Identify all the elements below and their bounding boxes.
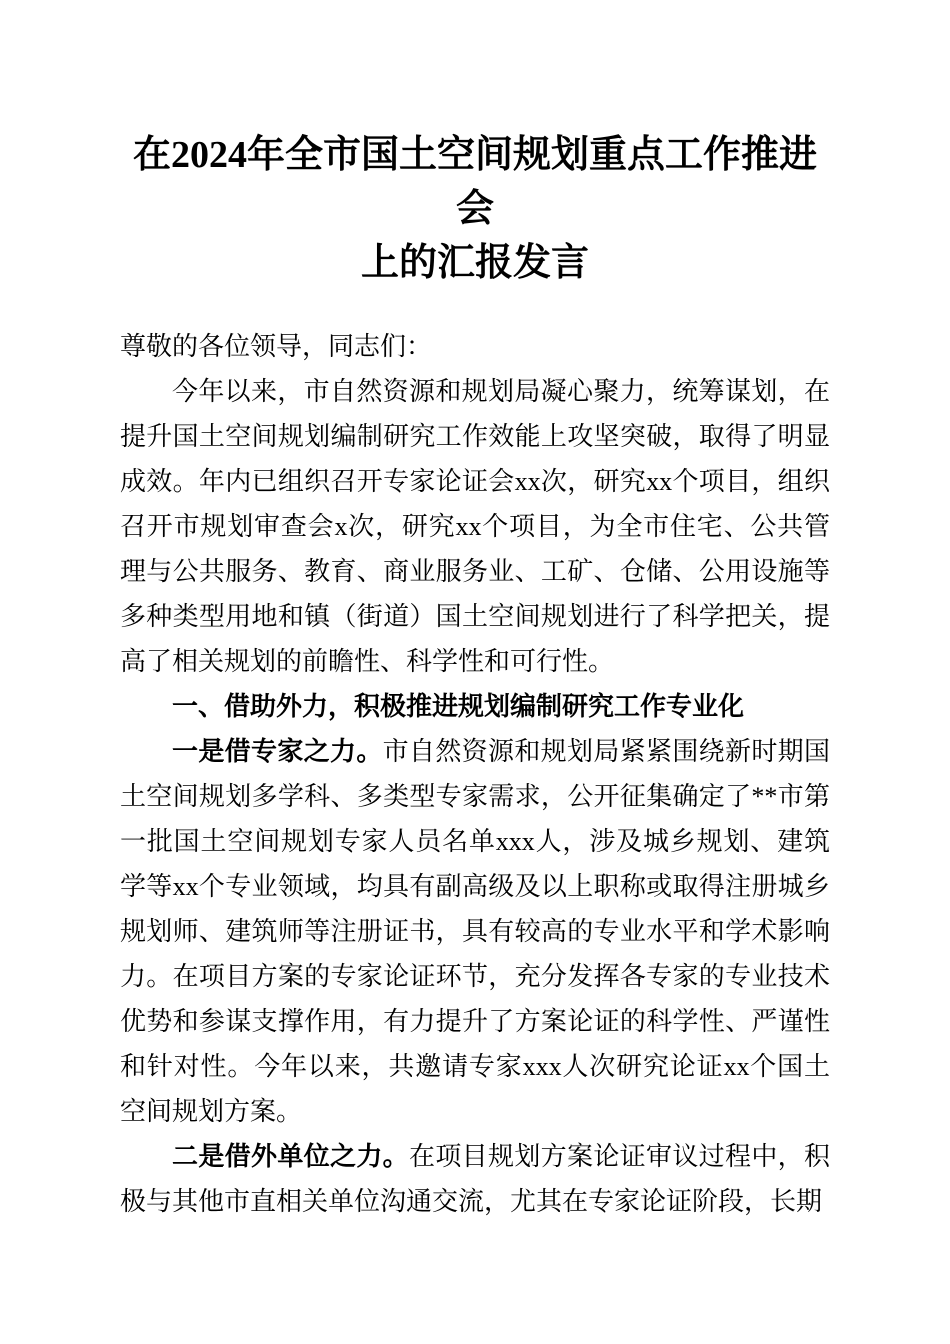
paragraph	[120, 324, 830, 369]
text-run: 尊敬的各位领导，同志们：	[120, 332, 433, 361]
paragraph	[120, 729, 830, 1134]
title-line: 在2024年全市国土空间规划重点工作推进会	[132, 134, 817, 230]
text-run: 今年以来，市自然资源和规划局凝心聚力，统筹谋划，在提升国土空间规划编制研究工作效能上攻坚突破，取得了明显成效。年内已组织召开专家论证会xx次，研究xx个项目，组织召开市规划审查会x次，研究xx个项目，为全市住宅、公共管理与公共服务、教育、商业服务业、工矿、仓储、公用设施等多种类型用地和镇（街道）国土空间规划进行了科学把关，提高了相关规划的前瞻性、科学性和可行性。	[120, 377, 830, 676]
bold-text-run: 一是借专家之力。	[172, 737, 383, 766]
text-run: 在项目规划方案论证审议过程中，积极与其他市直相关单位沟通交流，尤其在专家论证阶段，长期	[120, 1142, 830, 1216]
document-title	[120, 128, 830, 290]
bold-text-run: 二是借外单位之力。	[172, 1142, 409, 1171]
bold-text-run: 一、借助外力，积极推进规划编制研究工作专业化	[172, 691, 745, 721]
text-run: 市自然资源和规划局紧紧围绕新时期国土空间规划多学科、多类型专家需求，公开征集确定了**市第一批国土空间规划专家人员名单xxx人，涉及城乡规划、建筑学等xx个专业领域，均具有副高级及以上职称或取得注册城乡规划师、建筑师等注册证书，具有较高的专业水平和学术影响力。在项目方案的专家论证环节，充分发挥各专家的专业技术优势和参谋支撑作用，有力提升了方案论证的科学性、严谨性和针对性。今年以来，共邀请专家xxx人次研究论证xx个国土空间规划方案。	[120, 737, 830, 1126]
paragraph	[120, 369, 830, 684]
title-line: 上的汇报发言	[360, 242, 589, 284]
section-heading	[120, 684, 830, 729]
document-body	[120, 324, 830, 1224]
paragraph	[120, 1134, 830, 1224]
